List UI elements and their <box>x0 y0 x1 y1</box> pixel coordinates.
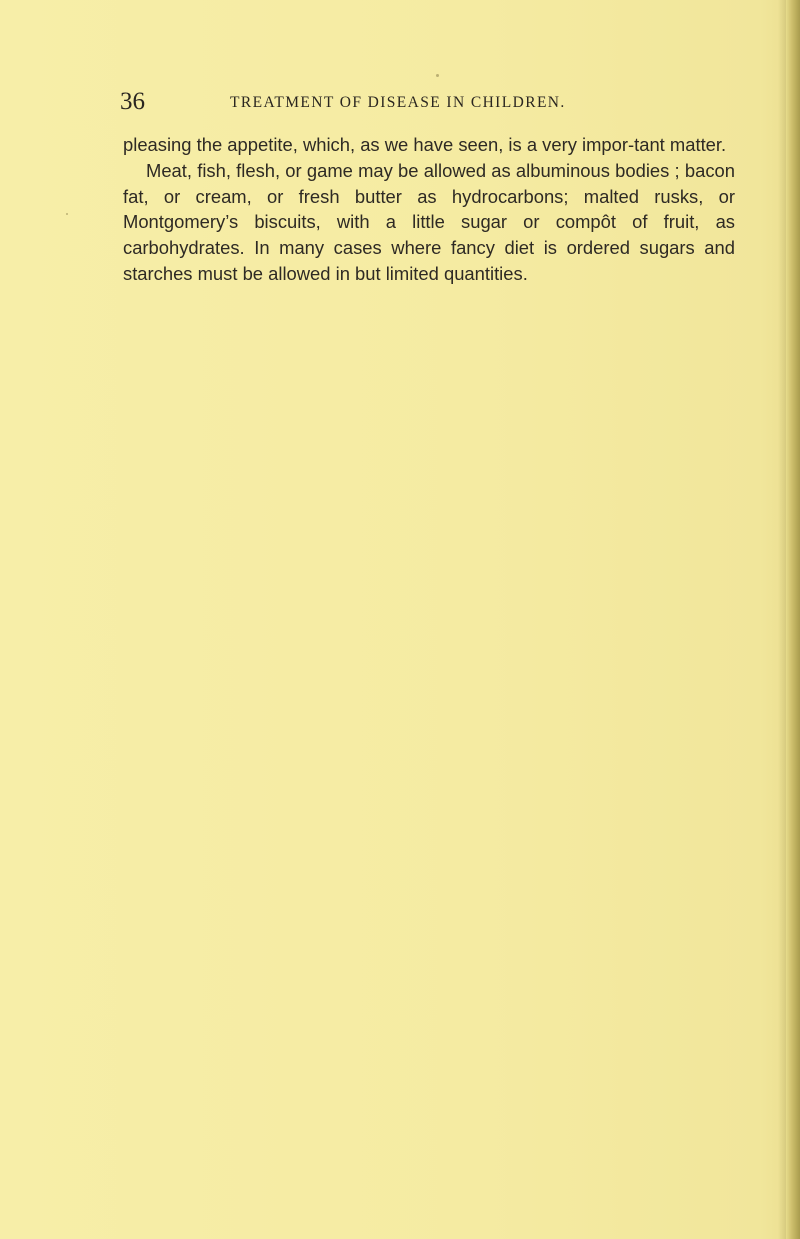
paper-speck <box>436 74 439 77</box>
page-number: 36 <box>120 88 145 115</box>
page-edge <box>786 0 800 1239</box>
paper-speck <box>66 213 68 215</box>
body-text <box>123 132 735 287</box>
page-header <box>120 86 740 120</box>
paragraph: Meat, fish, flesh, or game may be allowed as albuminous bodies ; bacon fat, or cream, or fresh butter as hydrocarbons; malted rusks, or Montgomery’s biscuits, with a little sugar or compôt of fruit, as carbohydrates. In many cases where fancy diet is ordered sugars and starches must be allowed in but limited quantities. <box>123 159 735 284</box>
running-head: TREATMENT OF DISEASE IN CHILDREN. <box>230 94 566 111</box>
paragraph: pleasing the appetite, which, as we have seen, is a very impor-tant matter. <box>123 134 727 155</box>
page-edge-shadow <box>778 0 786 1239</box>
